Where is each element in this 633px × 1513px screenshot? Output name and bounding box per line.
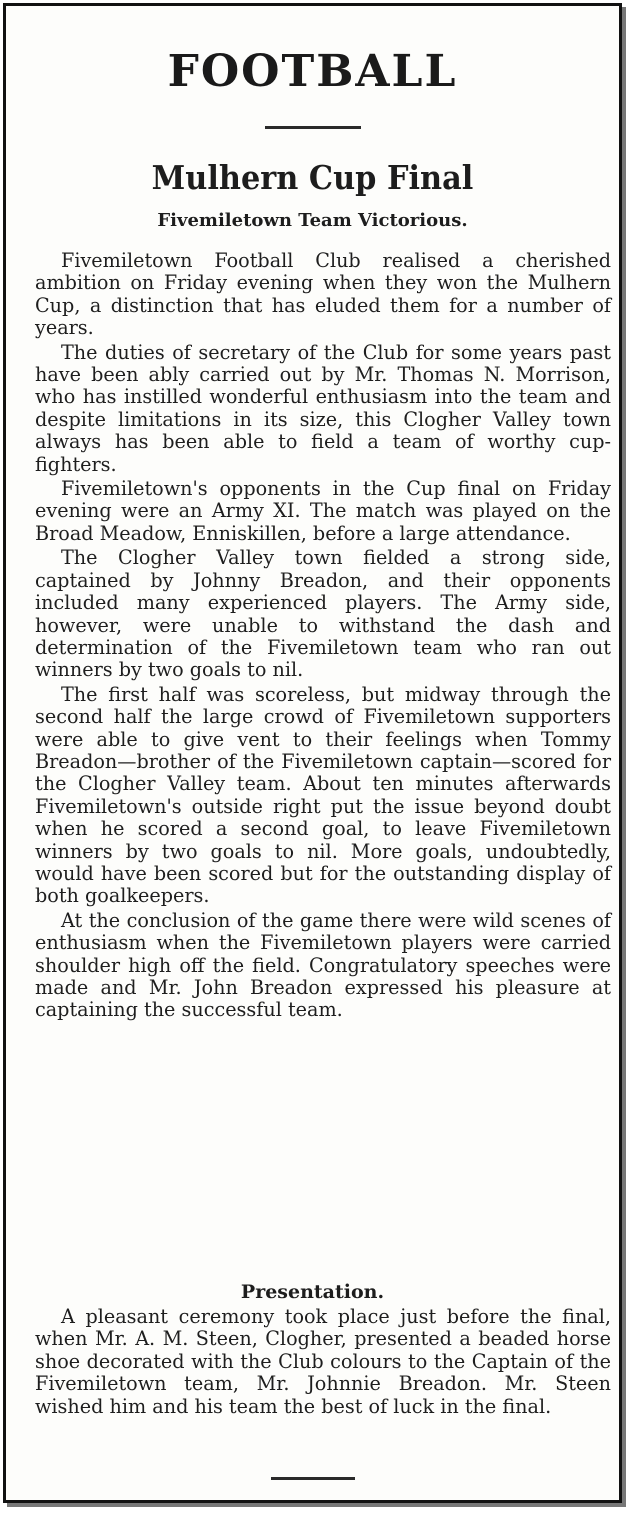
clipping-frame xyxy=(3,3,622,1503)
headline: FOOTBALL xyxy=(167,46,458,97)
section-body xyxy=(35,1306,611,1418)
paragraph: At the conclusion of the game there were wild scenes of enthusiasm when the Fivemiletown players were carried shoulder high off the field. Congratulatory speeches were made and Mr. John Breadon expressed his pleasure at captaining the successful team. xyxy=(35,908,611,1022)
paragraph: The duties of secretary of the Club for some years past have been ably carried out by Mr. Thomas N. Morrison, who has instilled wonderful enthusiasm into the team and despite limitations in its size, this Clogher Valley town always has been able to field a team of worthy cup-fighters. xyxy=(35,340,611,476)
article-body xyxy=(35,250,611,1022)
paragraph: A pleasant ceremony took place just before the final, when Mr. A. M. Steen, Clogher, presented a beaded horse shoe decorated with the Club colours to the Captain of the Fivemiletown team, Mr. Johnnie Breadon. Mr. Steen wished him and his team the best of luck in the final. xyxy=(35,1305,611,1418)
end-divider xyxy=(271,1477,355,1480)
paragraph: Fivemiletown's opponents in the Cup final on Friday evening were an Army XI. The match was played on the Broad Meadow, Enniskillen, before a large attendance. xyxy=(35,477,611,545)
paragraph: The Clogher Valley town fielded a strong side, captained by Johnny Breadon, and their opponents included many experienced players. The Army side, however, were unable to withstand the dash and determination of the Fivemiletown team who ran out winners by two goals to nil. xyxy=(35,546,611,682)
article-subtitle: Fivemiletown Team Victorious. xyxy=(157,210,468,231)
paragraph: The first half was scoreless, but midway through the second half the large crowd of Fivemiletown supporters were able to give vent to their feelings when Tommy Breadon—brother of the Fivemiletown captain—scored for the Clogher Valley team. About ten minutes afterwards Fivemiletown's outside right put the issue beyond doubt when he scored a second goal, to leave Fivemiletown winners by two goals to nil. More goals, undoubtedly, would have been scored but for the outstanding display of both goalkeepers. xyxy=(35,682,611,908)
article-title: Mulhern Cup Final xyxy=(151,158,474,197)
paragraph: Fivemiletown Football Club realised a cherished ambition on Friday evening when they won the Mulhern Cup, a distinction that has eluded them for a number of years. xyxy=(35,249,611,340)
section-heading: Presentation. xyxy=(240,1281,385,1303)
headline-divider xyxy=(265,126,361,129)
